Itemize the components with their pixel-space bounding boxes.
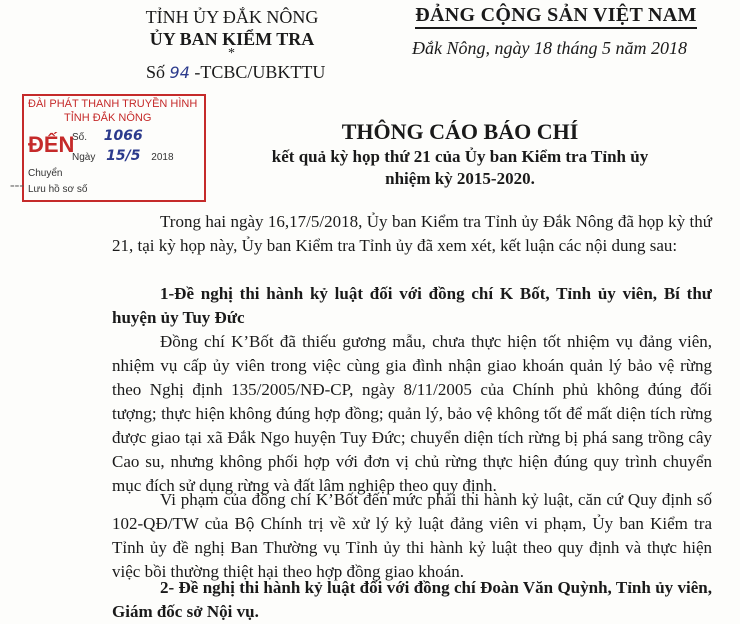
stamp-luu: Lưu hồ sơ số: [28, 184, 88, 195]
stamp-ngay-value: 15/5: [106, 148, 141, 164]
number-suffix: -TCBC/UBKTTU: [194, 62, 326, 82]
number-handwritten: 94: [169, 63, 190, 82]
section1-paragraph2: Vi phạm của đồng chí K’Bốt đến mức phải thi hành kỷ luật, căn cứ Quy định số 102-QĐ/TW của Bộ Chính trị về xử lý kỷ luật đảng viên vi phạm, Ủy ban Kiểm tra Tỉnh ủy đề nghị Ban Thường vụ Tỉnh ủy thi hành kỷ luật theo quy định và thực hiện việc bồi thường thiệt hại theo hợp đồng giao khoán.: [112, 490, 712, 581]
document-date: Đắk Nông, ngày 18 tháng 5 năm 2018: [412, 38, 687, 58]
received-stamp: [22, 94, 206, 202]
title-sub2: nhiệm kỳ 2015-2020.: [385, 169, 535, 188]
party-heading: [406, 4, 706, 27]
stamp-ngay-label: Ngày: [72, 152, 96, 163]
stamp-so-value: 1066: [103, 128, 143, 144]
issuer-star: *: [228, 46, 235, 61]
stamp-chuyen: Chuyển: [28, 168, 63, 179]
section1-paragraph1: Đồng chí K’Bốt đã thiếu gương mẫu, chưa thực hiện tốt nhiệm vụ đảng viên, nhiệm vụ cấp ủy viên trong việc cùng gia đình nhận giao khoán quản lý bảo vệ rừng theo Nghị định 135/2005/NĐ-CP, ngày 8/11/2005 của Chính phủ không đúng đối tượng; thực hiện không đúng hợp đồng; quản lý, bảo vệ không tốt để mất diện tích rừng được giao tại xã Đắk Ngo huyện Tuy Đức; chuyển diện tích rừng bị phá sang trồng cây Cao su, nhưng không phối hợp với đơn vị chủ rừng thực hiện đúng quy trình chuyển mục đích sử dụng rừng và đất lâm nghiệp theo quy định.: [112, 332, 712, 495]
section2-heading: 2- Đề nghị thi hành kỷ luật đối với đồng chí Đoàn Văn Quỳnh, Tỉnh ủy viên, Giám đốc sở Nội vụ.: [112, 578, 712, 621]
stamp-line1: ĐÀI PHÁT THANH TRUYỀN HÌNH: [28, 98, 198, 110]
title-sub1: kết quả kỳ họp thứ 21 của Ủy ban Kiểm tra Tỉnh ủy: [271, 147, 649, 166]
stamp-so-label: Số.: [72, 132, 88, 143]
document-number: [146, 62, 325, 83]
number-label: Số: [146, 62, 166, 82]
stamp-ngay-row: [72, 148, 174, 164]
issuer-line2: ỦY BAN KIỂM TRA: [149, 29, 315, 49]
stamp-line2: TỈNH ĐẮK NÔNG: [64, 112, 152, 124]
separator-dashes: ---: [10, 178, 24, 193]
issuer-block: [132, 6, 332, 50]
stamp-den: ĐẾN: [28, 132, 75, 157]
section1-heading: 1-Đề nghị thi hành kỷ luật đối với đồng chí K Bốt, Tỉnh ủy viên, Bí thư huyện ủy Tuy Đức: [112, 284, 712, 327]
intro-paragraph: Trong hai ngày 16,17/5/2018, Ủy ban Kiểm tra Tỉnh ủy Đắk Nông đã họp kỳ thứ 21, tại kỳ họp này, Ủy ban Kiểm tra Tỉnh ủy đã xem xét, kết luận các nội dung sau:: [112, 212, 712, 255]
stamp-year: 2018: [151, 152, 174, 163]
stamp-so-row: [72, 128, 143, 144]
issuer-line1: TỈNH ỦY ĐẮK NÔNG: [145, 7, 319, 27]
party-name: ĐẢNG CỘNG SẢN VIỆT NAM: [415, 4, 696, 29]
title-main: THÔNG CÁO BÁO CHÍ: [341, 119, 579, 144]
press-release-title: [225, 118, 695, 190]
